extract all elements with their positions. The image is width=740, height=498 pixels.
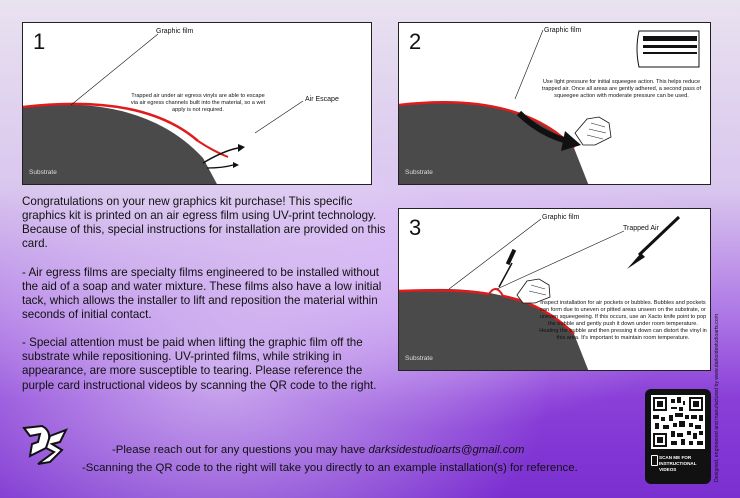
air-escape-label: Air Escape — [305, 96, 339, 103]
panel-2-illustration — [399, 23, 711, 185]
substrate-label: Substrate — [29, 169, 57, 176]
instructions-body — [22, 195, 392, 407]
contact-email-link[interactable]: darksidestudioarts@gmail.com — [368, 444, 525, 456]
air-arrow-2 — [207, 165, 233, 168]
ds-logo-icon — [20, 422, 70, 466]
qr-caption-line-3: VIDEOS — [659, 466, 677, 472]
panel-3-note: Inspect installation for air pockets or bubbles. Bubbles and pockets can form due to uneven or pitted areas unseen on the substrate, or uneven squeegeeing. If this occurs, use an Xacto knife point to pop the bubble and gently push it down under room temperature. Heating the bubble and then pressing it down can distort the vinyl in this area. It's important to maintain room temperature. — [539, 300, 707, 341]
substrate-label: Substrate — [405, 169, 433, 176]
squeegee-icon — [637, 31, 699, 67]
qr-caption-line-2: INSTRUCTIONAL — [659, 460, 697, 466]
air-arrow-1 — [203, 148, 238, 163]
panel-number: 2 — [409, 29, 422, 54]
graphic-film-label: Graphic film — [544, 27, 582, 34]
panel-1-note: Trapped air under air egress vinyls are able to escape via air egress channels built into the material, so a wet apply is not required. — [130, 93, 266, 113]
qr-card[interactable] — [645, 389, 711, 484]
trapped-air-label: Trapped Air — [623, 225, 659, 232]
qr-caption-line-1: SCAN ME FOR — [659, 455, 692, 460]
graphic-film-lift — [198, 141, 228, 157]
intro-paragraph: Congratulations on your new graphics kit purchase! This specific graphics kit is printed on an air egress film using UV-print technology. Because of this, special instructions for installation are provided on this card. — [22, 195, 386, 251]
substrate-label: Substrate — [405, 355, 433, 362]
graphic-film-label: Graphic film — [542, 214, 580, 221]
contact-line — [112, 444, 524, 456]
vertical-credit: Designed, engineered and manufactured by www.darksidestudioarts.com — [714, 313, 720, 482]
hand-icon — [575, 117, 611, 145]
panel-3-illustration — [399, 209, 711, 371]
panel-number: 3 — [409, 215, 422, 240]
diagram-panel-2 — [398, 22, 711, 185]
qr-reference-line: -Scanning the QR code to the right will take you directly to an example installation(s) for reference. — [82, 462, 578, 474]
qr-caption — [659, 455, 709, 473]
air-egress-paragraph: - Air egress films are specialty films engineered to be installed without the aid of a soap and water mixture. These films also have a low initial tack, which allows the installer to lift and reposition the material within seconds of initial contact. — [22, 265, 382, 321]
phone-icon — [651, 455, 658, 466]
panel-2-note: Use light pressure for initial squeegee action. This helps reduce trapped air. Once all areas are gently adhered, a second pass of squeegee action with moderate pressure can be used. — [541, 79, 702, 99]
graphic-film-label: Graphic film — [156, 28, 194, 35]
contact-prefix: -Please reach out for any questions you may have — [112, 444, 369, 456]
diagram-panel-3 — [398, 208, 711, 371]
panel-number: 1 — [33, 29, 46, 54]
diagram-panel-1 — [22, 22, 372, 185]
qr-code-icon[interactable] — [651, 395, 705, 449]
attention-paragraph: - Special attention must be paid when lifting the graphic film off the substrate while repositioning. UV-printed films, while striking in appearance, are more susceptible to tearing. Please reference the purple card instructional videos by scanning the QR code to the right. — [22, 336, 377, 392]
